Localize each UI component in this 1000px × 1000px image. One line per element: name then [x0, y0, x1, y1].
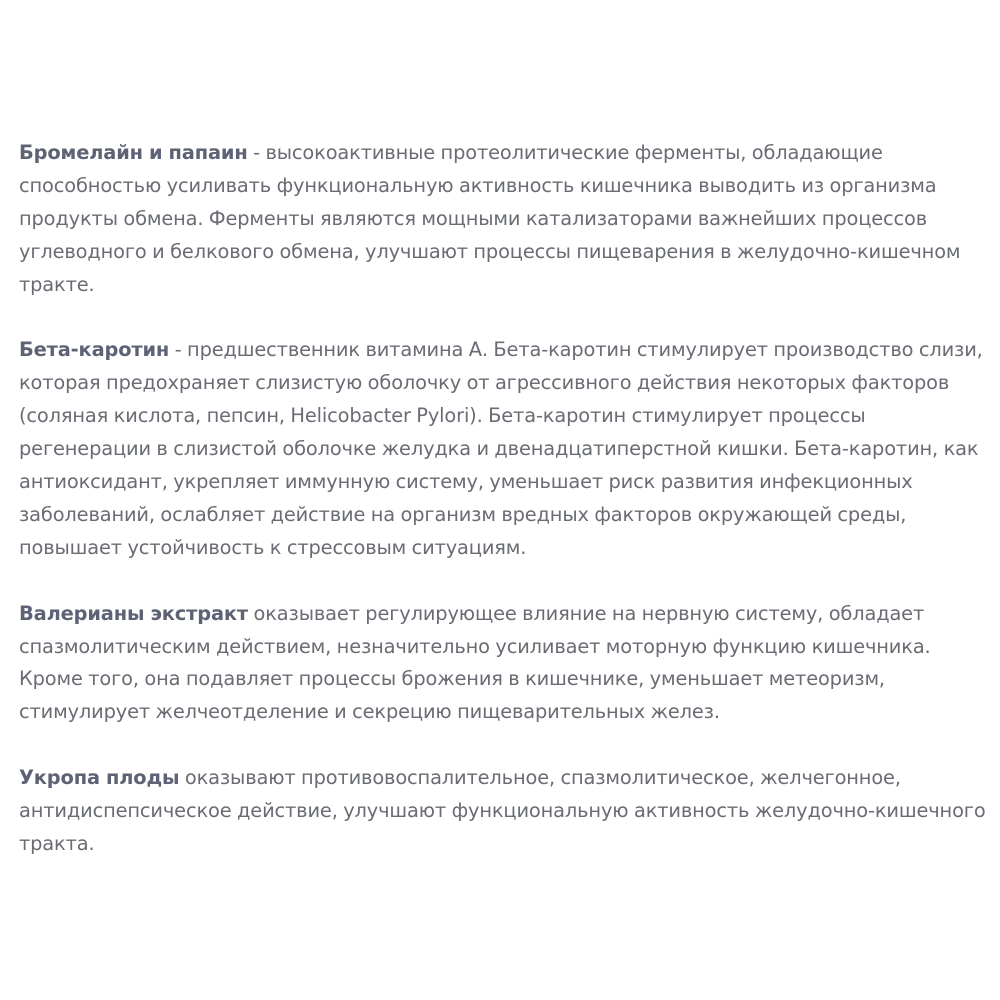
- paragraph-valerian-extract: [19, 598, 991, 730]
- ingredients-description: [19, 137, 991, 861]
- term-valerian-extract: Валерианы экстракт: [19, 601, 249, 625]
- paragraph-bromelain-papain: [19, 137, 991, 302]
- text-beta-carotene: - предшественник витамина А. Бета-каротин стимулирует производство слизи, которая предохраняет слизистую оболочку от агрессивного действия некоторых факторов (соляная кислота, пепсин, Helicobacter Pylori). Бета-каротин стимулирует процессы регенерации в слизистой оболочке желудка и двенадцатиперстной кишки. Бета-каротин, как антиоксидант, укрепляет иммунную систему, уменьшает риск развития инфекционных заболеваний, ослабляет действие на организм вредных факторов окружающей среды, повышает устойчивость к стрессовым ситуациям.: [19, 338, 983, 559]
- term-bromelain-papain: Бромелайн и папаин: [19, 141, 248, 164]
- paragraph-beta-carotene: [19, 334, 991, 564]
- text-dill-fruits: оказывают противовоспалительное, спазмолитическое, желчегонное, антидиспепсическое действие, улучшают функциональную активность желудочно-кишечного тракта.: [19, 766, 986, 855]
- term-dill-fruits: Укропа плоды: [19, 766, 180, 790]
- term-beta-carotene: Бета-каротин: [19, 338, 170, 362]
- paragraph-dill-fruits: [19, 762, 991, 861]
- text-valerian-extract: оказывает регулирующее влияние на нервную систему, обладает спазмолитическим действием, незначительно усиливает моторную функцию кишечника. Кроме того, она подавляет процессы брожения в кишечнике, уменьшает метеоризм, стимулирует желчеотделение и секрецию пищеварительных желез.: [19, 601, 931, 724]
- text-bromelain-papain: - высокоактивные протеолитические ферменты, обладающие способностью усиливать функциональную активность кишечника выводить из организма продукты обмена. Ферменты являются мощными катализаторами важнейших процессов углеводного и белкового обмена, улучшают процессы пищеварения в желудочно-кишечном тракте.: [19, 141, 961, 296]
